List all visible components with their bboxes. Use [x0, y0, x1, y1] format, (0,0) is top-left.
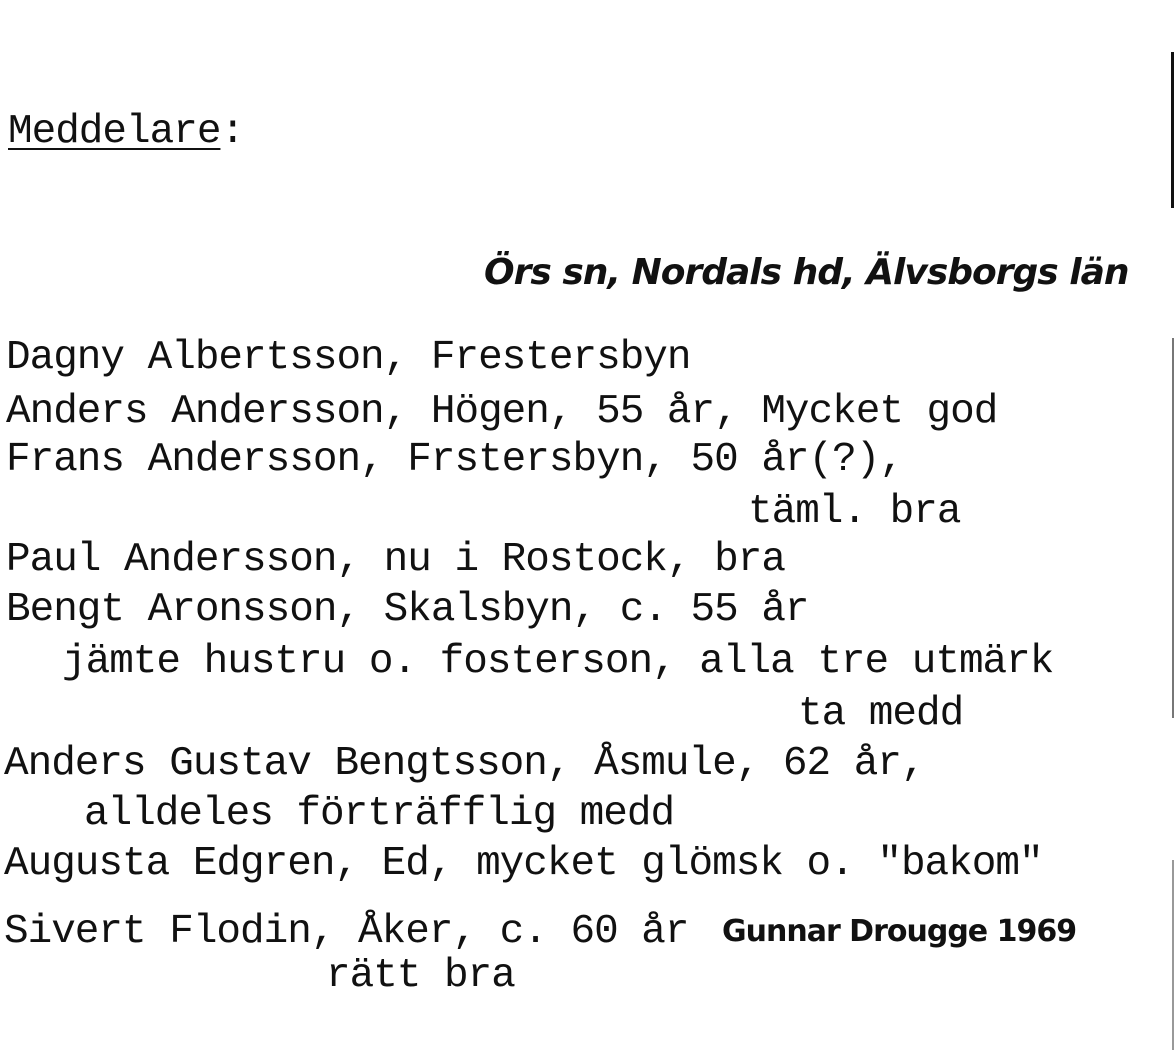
- location-line: Örs sn, Nordals hd, Älvsborgs län: [484, 252, 1129, 293]
- informant-entry-paul-andersson: Paul Andersson, nu i Rostock, bra: [6, 537, 785, 583]
- informant-entry-flodin-note: rätt bra: [326, 953, 515, 999]
- informant-entry-edgren: Augusta Edgren, Ed, mycket glömsk o. "bakom": [4, 841, 1043, 887]
- informant-entry-albertsson: Dagny Albertsson, Frestersbyn: [6, 335, 691, 381]
- heading-colon: :: [220, 109, 245, 155]
- informant-entry-flodin: Sivert Flodin, Åker, c. 60 år: [4, 909, 689, 955]
- informant-entry-frans-andersson: Frans Andersson, Frstersbyn, 50 år(?),: [6, 437, 903, 483]
- archive-stamp: Gunnar Drougge 1969: [722, 914, 1077, 949]
- heading: [8, 109, 245, 155]
- edge-rule-bottom: [1172, 860, 1174, 1050]
- informant-entry-aronsson-note: jämte hustru o. fosterson, alla tre utmärk: [62, 639, 1054, 685]
- informant-entry-bengtsson: Anders Gustav Bengtsson, Åsmule, 62 år,: [4, 741, 925, 787]
- heading-label: Meddelare: [8, 109, 221, 155]
- informant-entry-aronsson: Bengt Aronsson, Skalsbyn, c. 55 år: [6, 587, 809, 633]
- informant-entry-anders-andersson: Anders Andersson, Högen, 55 år, Mycket god: [6, 389, 998, 435]
- edge-rule-middle: [1172, 338, 1174, 718]
- informant-entry-aronsson-note-cont: ta medd: [798, 691, 964, 737]
- informant-entry-frans-andersson-note: täml. bra: [748, 489, 961, 535]
- edge-rule-top: [1171, 52, 1174, 208]
- informant-entry-bengtsson-note: alldeles förträfflig medd: [84, 791, 675, 837]
